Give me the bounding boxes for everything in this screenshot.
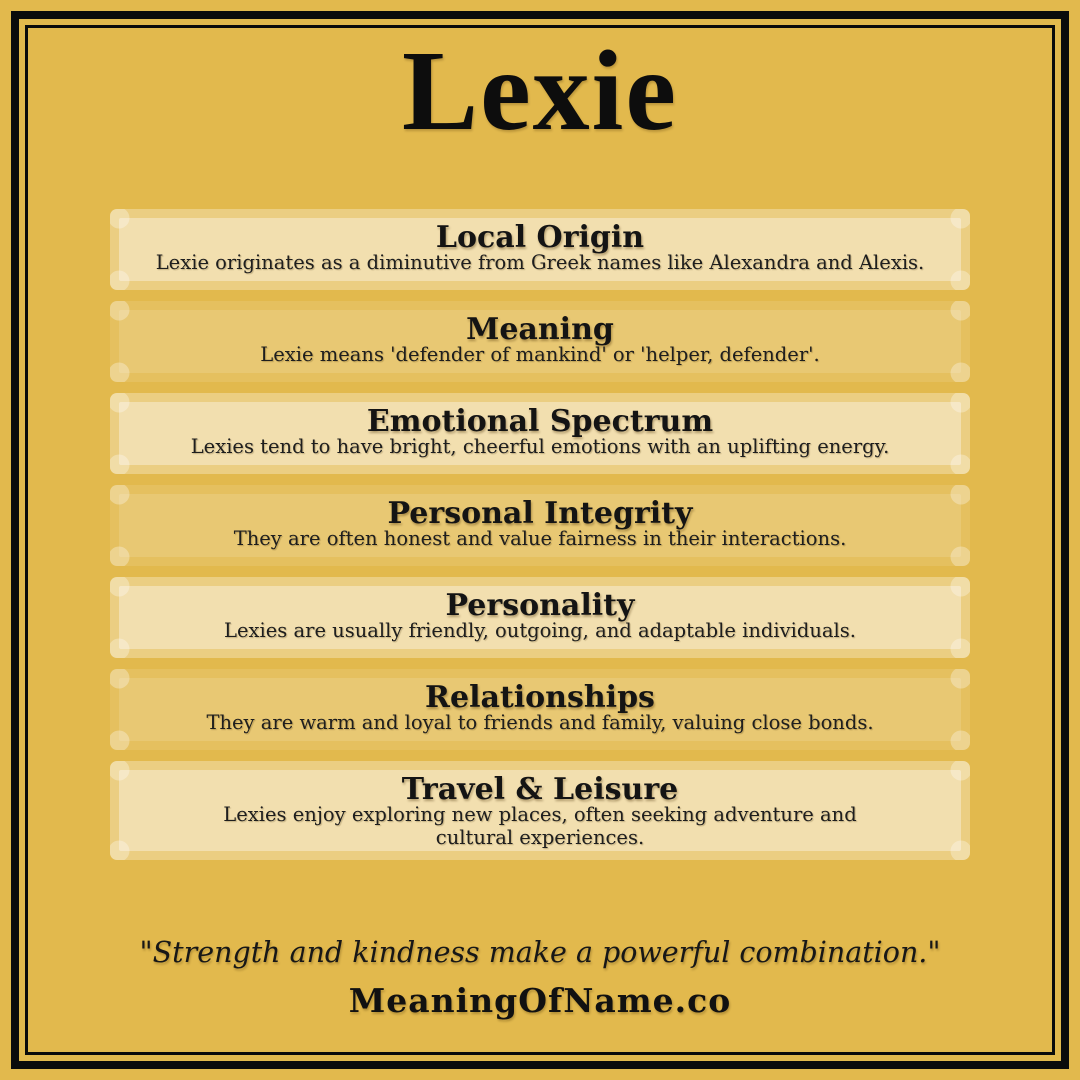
section-card-inner xyxy=(119,586,961,649)
rivet-dot-top-right xyxy=(951,761,971,781)
quote-text: "Strength and kindness make a powerful combination." xyxy=(139,936,941,969)
section-card-inner xyxy=(119,402,961,465)
rivet-dot-top-right xyxy=(951,669,971,689)
section-heading: Emotional Spectrum xyxy=(366,404,714,439)
site-name: MeaningOfName.co xyxy=(348,981,732,1020)
section-card-inner xyxy=(119,770,961,851)
sections-list xyxy=(110,209,970,860)
rivet-dot-bottom-left xyxy=(110,841,130,861)
section-body-text: Lexies enjoy exploring new places, often seeking adventure and cultural experiences. xyxy=(223,803,857,849)
rivet-dot-top-right xyxy=(951,577,971,597)
rivet-dot-top-right xyxy=(951,301,971,321)
rivet-dot-bottom-right xyxy=(951,731,971,751)
rivet-dot-bottom-left xyxy=(110,455,130,475)
rivet-dot-bottom-right xyxy=(951,547,971,567)
section-card-inner xyxy=(119,494,961,557)
rivet-dot-bottom-left xyxy=(110,363,130,383)
rivet-dot-bottom-left xyxy=(110,547,130,567)
rivet-dot-bottom-right xyxy=(951,639,971,659)
rivet-dot-bottom-left xyxy=(110,639,130,659)
rivet-dot-bottom-right xyxy=(951,271,971,291)
section-card-inner xyxy=(119,218,961,281)
section-heading: Relationships xyxy=(425,680,655,715)
section-card xyxy=(110,485,970,566)
section-card xyxy=(110,577,970,658)
section-card-inner xyxy=(119,310,961,373)
rivet-dot-top-right xyxy=(951,209,971,229)
section-body-text: They are warm and loyal to friends and family, valuing close bonds. xyxy=(206,711,874,734)
section-heading: Personal Integrity xyxy=(387,496,693,531)
section-heading: Local Origin xyxy=(435,220,645,255)
section-body-text: Lexie means 'defender of mankind' or 'helper, defender'. xyxy=(260,343,820,366)
rivet-dot-bottom-right xyxy=(951,455,971,475)
rivet-dot-top-right xyxy=(951,485,971,505)
section-card xyxy=(110,761,970,860)
rivet-dot-top-right xyxy=(951,393,971,413)
section-heading: Meaning xyxy=(466,312,614,347)
section-card xyxy=(110,669,970,750)
section-body-text: Lexies tend to have bright, cheerful emotions with an uplifting energy. xyxy=(190,435,890,458)
section-card-inner xyxy=(119,678,961,741)
section-card xyxy=(110,209,970,290)
section-heading: Personality xyxy=(445,588,635,623)
page-title: Lexie xyxy=(402,27,678,154)
section-card xyxy=(110,301,970,382)
section-card xyxy=(110,393,970,474)
rivet-dot-bottom-right xyxy=(951,363,971,383)
rivet-dot-bottom-right xyxy=(951,841,971,861)
section-body-text: Lexies are usually friendly, outgoing, and adaptable individuals. xyxy=(224,619,856,642)
rivet-dot-bottom-left xyxy=(110,731,130,751)
section-heading: Travel & Leisure xyxy=(401,772,679,807)
section-body-text: Lexie originates as a diminutive from Greek names like Alexandra and Alexis. xyxy=(155,251,925,274)
section-body-text: They are often honest and value fairness in their interactions. xyxy=(233,527,847,550)
rivet-dot-bottom-left xyxy=(110,271,130,291)
